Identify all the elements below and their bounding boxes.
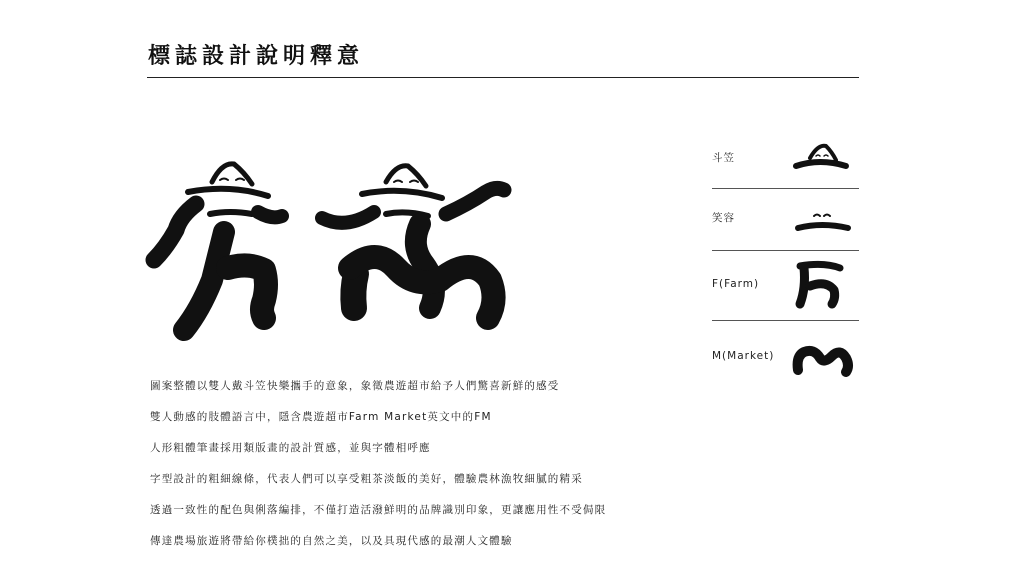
left-figure-smile-icon xyxy=(220,179,244,181)
left-figure-left-arm xyxy=(154,204,196,260)
legend-row-hat xyxy=(712,130,860,188)
letter-m-icon xyxy=(788,334,854,378)
legend-row-smile xyxy=(712,188,860,250)
letter-f-icon xyxy=(788,258,854,314)
left-figure-hat-icon xyxy=(212,164,252,184)
legend-row-farm xyxy=(712,250,860,320)
left-figure-right-arm xyxy=(258,212,282,217)
description-line: 雙人動感的肢體語言中，隱含農遊超市Farm Market英文中的FM xyxy=(150,411,492,423)
left-figure-leg xyxy=(228,265,266,318)
right-figure-right-arm xyxy=(446,188,504,214)
description-line: 人形粗體筆畫採用類版畫的設計質感，並與字體相呼應 xyxy=(150,442,431,454)
description-line: 透過一致性的配色與俐落編排，不僅打造活潑鮮明的品牌識別印象，更讓應用性不受侷限 xyxy=(150,504,607,516)
legend-row-market xyxy=(712,320,860,380)
hat-icon xyxy=(788,136,854,180)
legend-label: 笑容 xyxy=(712,212,735,224)
page-title: 標誌設計說明釋意 xyxy=(148,44,365,69)
right-figure-left-arm xyxy=(322,212,374,223)
right-figure-smile-icon xyxy=(394,181,418,183)
smile-icon xyxy=(788,196,854,240)
legend-label: M(Market) xyxy=(712,350,775,362)
legend-label: F(Farm) xyxy=(712,278,760,290)
left-figure-smile-line xyxy=(210,212,252,214)
logo-two-figures xyxy=(140,150,530,350)
logo-element-legend xyxy=(712,130,860,380)
right-figure-hat-brim xyxy=(362,191,442,198)
right-figure-hat-icon xyxy=(386,166,426,186)
right-figure-body xyxy=(416,224,434,308)
description-line: 圖案整體以雙人戴斗笠快樂攜手的意象，象徵農遊超市給予人們驚喜新鮮的感受 xyxy=(150,380,560,392)
left-figure-body xyxy=(184,232,224,330)
description-line: 字型設計的粗細線條，代表人們可以享受粗茶淡飯的美好，體驗農林漁牧細膩的精采 xyxy=(150,473,583,485)
logo-description xyxy=(150,378,690,564)
legend-label: 斗笠 xyxy=(712,152,735,164)
title-divider xyxy=(147,77,859,78)
description-line: 傳達農場旅遊將帶給你樸拙的自然之美，以及具現代感的最潮人文體驗 xyxy=(150,535,513,547)
left-figure-hat-brim xyxy=(188,189,268,196)
